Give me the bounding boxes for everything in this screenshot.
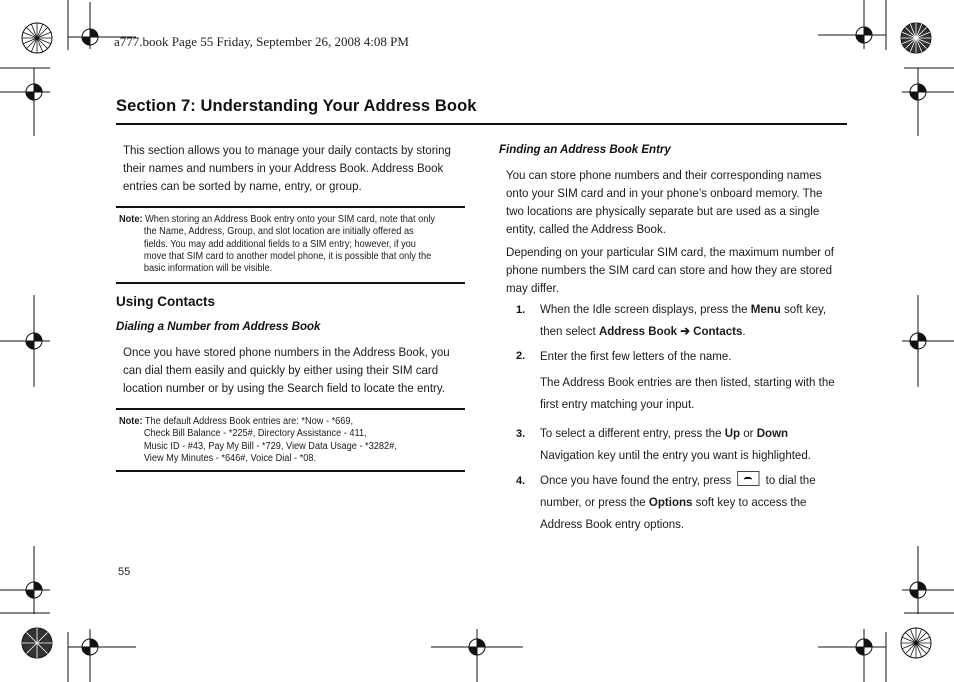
starburst-mark-top-left [22, 23, 52, 53]
step-3-text: To select a different entry, press the Up or Down Navigation key until the entry you want is highlighted. [540, 426, 811, 462]
step-2-number: 2. [516, 350, 526, 362]
step-2-text: Enter the first few letters of the name. [540, 349, 732, 363]
step-1-text: When the Idle screen displays, press the Menu soft key, then select Address Book ➔ Contacts. [540, 302, 827, 338]
note1-label: Note: [119, 214, 143, 225]
step-4-number: 4. [516, 475, 526, 487]
crosshair-mark-right-lower [902, 546, 954, 614]
starburst-mark-top-right [901, 23, 931, 53]
dialing-paragraph: Once you have stored phone numbers in the Address Book, you can dial them easily and quickly by either using their SIM card location number or by using the Search field to locate the entry. [123, 345, 450, 395]
section-title: Section 7: Understanding Your Address Book [116, 97, 477, 115]
crosshair-mark-bottom-right [818, 629, 886, 682]
step-2-detail: The Address Book entries are then listed, starting with the first entry matching your input. [540, 375, 835, 411]
finding-paragraph-2: Depending on your particular SIM card, the maximum number of phone numbers the SIM card can store and how they are stored may differ. [506, 245, 834, 295]
arrow-icon: ➔ [677, 324, 694, 338]
page-number: 55 [118, 566, 131, 578]
crosshair-mark-bottom-left [68, 629, 136, 682]
dialing-heading: Dialing a Number from Address Book [116, 319, 321, 333]
note2-top-rule [116, 408, 465, 410]
note1-bottom-rule [116, 282, 465, 284]
crosshair-mark-left-lower [0, 546, 50, 614]
step-1-number: 1. [516, 304, 526, 316]
crosshair-mark-right-upper [902, 68, 954, 136]
finding-heading: Finding an Address Book Entry [499, 142, 671, 156]
starburst-mark-bottom-right [901, 628, 931, 658]
title-rule [116, 123, 847, 125]
step-3-number: 3. [516, 428, 526, 440]
starburst-mark-bottom-left [22, 628, 52, 658]
note1: Note: When storing an Address Book entry onto your SIM card, note that only the Name, Address, Group, and slot location are initially offered as fields. You may add additional fields to a SIM entry; however, if you move that SIM card to another model phone, it is possible that only the basic information will be visible. [119, 214, 436, 275]
crosshair-mark-left-upper [0, 68, 50, 136]
note1-top-rule [116, 206, 465, 208]
finding-paragraph-1: You can store phone numbers and their corresponding names onto your SIM card and in your phone’s onboard memory. The two locations are physically separate but are used as a single entity, called the Address Book. [506, 168, 823, 236]
crosshair-mark-right-middle [902, 295, 954, 387]
crosshair-mark-bottom-center [431, 629, 523, 682]
note2-label: Note: [119, 416, 143, 427]
send-key-icon [737, 471, 759, 486]
crosshair-mark-left-middle [0, 295, 50, 387]
intro-paragraph: This section allows you to manage your daily contacts by storing their names and numbers in your Address Book. Address Book entries can be sorted by name, entry, or group. [123, 143, 451, 193]
note2-bottom-rule [116, 470, 465, 472]
crosshair-mark-top-right [818, 0, 886, 49]
book-info-header: a777.book Page 55 Friday, September 26, 2008 4:08 PM [114, 34, 409, 49]
note2: Note: The default Address Book entries are: *Now - *669, Check Bill Balance - *225#, Directory Assistance - 411, Music ID - #43, Pay My Bill - *729, View Data Usage - *3282#, View My Minutes - *646#, Voice Dial - *08. [119, 416, 397, 464]
using-contacts-heading: Using Contacts [116, 294, 216, 309]
menu-key-label: Menu [750, 302, 781, 316]
step-4-text: Once you have found the entry, press to dial the number, or press the Options soft key to access the Address Book entry options. [540, 473, 816, 531]
